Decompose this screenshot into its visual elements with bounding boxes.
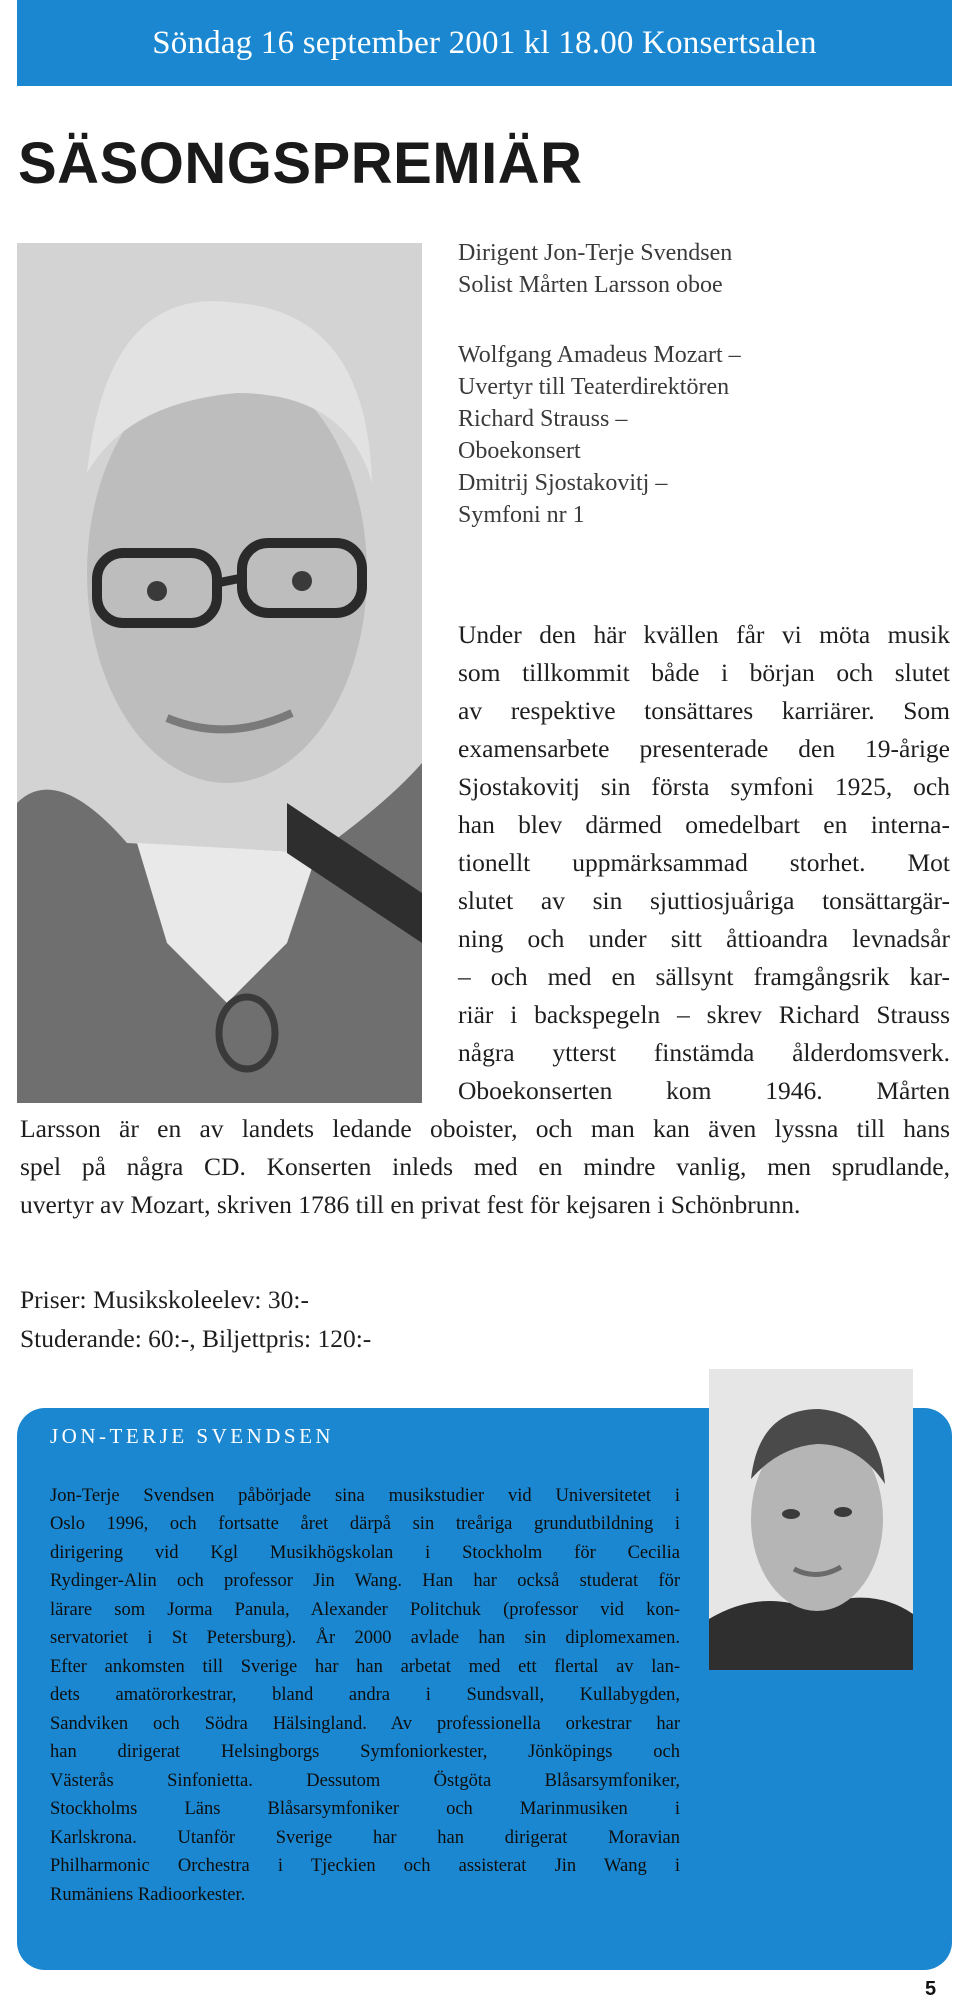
program-line: Wolfgang Amadeus Mozart –: [458, 342, 741, 368]
bio-line: Jon-Terje Svendsen påbörjade sina musikstudier vid Universitetet i: [50, 1486, 680, 1506]
page-number: 5: [925, 1978, 937, 2000]
description-line: han blev därmed omedelbart en interna-: [458, 810, 950, 839]
description-line: riär i backspegeln – skrev Richard Strauss: [458, 1000, 950, 1029]
description-line: Oboekonserten kom 1946. Mårten: [458, 1076, 950, 1105]
program-line: Dmitrij Sjostakovitj –: [458, 470, 668, 496]
description-line: – och med en sällsynt framgångsrik kar-: [458, 962, 950, 991]
description-line: några ytterst finstämda ålderdomsverk.: [458, 1038, 950, 1067]
description-line: ning och under sitt åttioandra levnadsår: [458, 924, 950, 953]
soloist-credit: Solist Mårten Larsson oboe: [458, 272, 723, 298]
page-title: SÄSONGSPREMIÄR: [18, 131, 583, 196]
bio-line: Efter ankomsten till Sverige har han arbetat med ett flertal av lan-: [50, 1657, 680, 1677]
conductor-portrait-photo: [17, 243, 422, 1103]
event-header-bar: [17, 0, 952, 86]
event-date-venue: Söndag 16 september 2001 kl 18.00 Konsertsalen: [152, 24, 817, 61]
description-line: av respektive tonsättares karriärer. Som: [458, 696, 950, 725]
bio-line: Rumäniens Radioorkester.: [50, 1885, 246, 1905]
program-line: Uvertyr till Teaterdirektören: [458, 374, 730, 400]
description-line: Under den här kvällen får vi möta musik: [458, 620, 950, 649]
price-line: Studerande: 60:-, Biljettpris: 120:-: [20, 1324, 372, 1353]
description-line: slutet av sin sjuttiosjuåriga tonsättargär-: [458, 886, 950, 915]
bio-line: dirigering vid Kgl Musikhögskolan i Stockholm för Cecilia: [50, 1543, 680, 1563]
program-line: Symfoni nr 1: [458, 502, 585, 528]
bio-line: Karlskrona. Utanför Sverige har han dirigerat Moravian: [50, 1828, 680, 1848]
bio-line: Oslo 1996, och fortsatte året därpå sin treåriga grundutbildning i: [50, 1514, 680, 1534]
conductor-headshot-photo: [709, 1369, 913, 1670]
performer-credits: [458, 237, 732, 301]
bio-line: Sandviken och Södra Hälsingland. Av professionella orkestrar har: [50, 1714, 680, 1734]
bio-line: Västerås Sinfonietta. Dessutom Östgöta Blåsarsymfoniker,: [50, 1771, 680, 1791]
bio-line: Rydinger-Alin och professor Jin Wang. Han har också studerat för: [50, 1571, 680, 1591]
description-line: Larsson är en av landets ledande oboister, och man kan även lyssna till hans: [20, 1114, 950, 1143]
ticket-prices: [20, 1280, 371, 1358]
program-line: Oboekonsert: [458, 438, 581, 464]
description-line: spel på några CD. Konserten inleds med en mindre vanlig, men sprudlande,: [20, 1152, 950, 1181]
description-line: som tillkommit både i början och slutet: [458, 658, 950, 687]
bio-line: Philharmonic Orchestra i Tjeckien och assisterat Jin Wang i: [50, 1856, 680, 1876]
price-line: Priser: Musikskoleelev: 30:-: [20, 1285, 309, 1314]
bio-line: servatoriet i St Petersburg). År 2000 avlade han sin diplomexamen.: [50, 1628, 680, 1648]
bio-line: lärare som Jorma Panula, Alexander Politchuk (professor vid kon-: [50, 1600, 680, 1620]
conductor-credit: Dirigent Jon-Terje Svendsen: [458, 240, 733, 266]
description-line: tionellt uppmärksammad storhet. Mot: [458, 848, 950, 877]
bio-heading: JON-TERJE SVENDSEN: [50, 1424, 335, 1448]
bio-line: han dirigerat Helsingborgs Symfoniorkester, Jönköpings och: [50, 1742, 680, 1762]
bio-line: dets amatörorkestrar, bland andra i Sundsvall, Kullabygden,: [50, 1685, 680, 1705]
description-line: Sjostakovitj sin första symfoni 1925, och: [458, 772, 950, 801]
concert-program: [458, 339, 741, 531]
description-line: uvertyr av Mozart, skriven 1786 till en privat fest för kejsaren i Schönbrunn.: [20, 1190, 801, 1219]
bio-line: Stockholms Läns Blåsarsymfoniker och Marinmusiken i: [50, 1799, 680, 1819]
program-line: Richard Strauss –: [458, 406, 628, 432]
description-line: examensarbete presenterade den 19-årige: [458, 734, 950, 763]
